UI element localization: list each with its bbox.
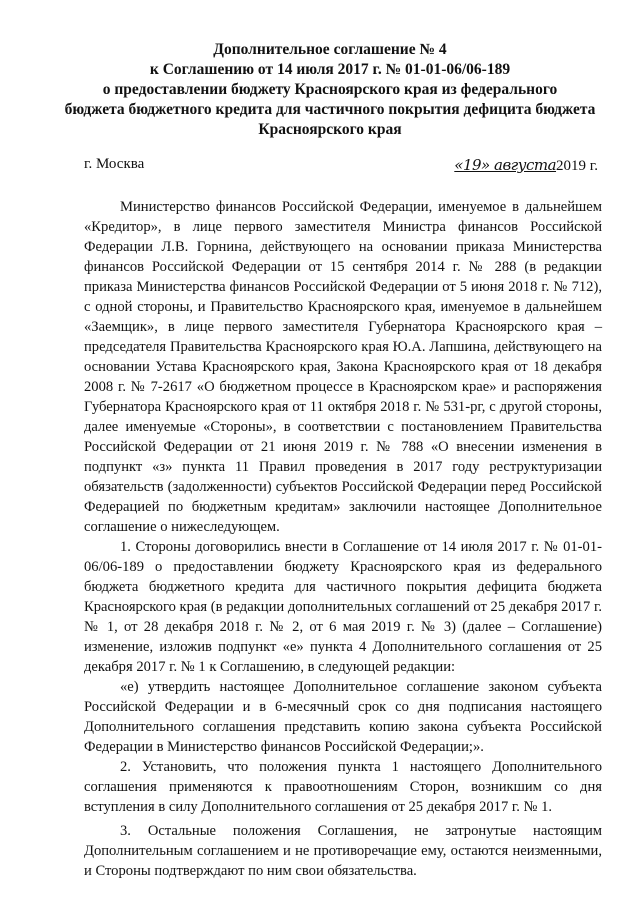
paragraph-quoted-subclause: «е) утвердить настоящее Дополнительное соглашение законом субъекта Российской Федерации и в 6-месячный срок со дня подписания настоящего Дополнительного соглашения представить копию закона субъекта Российской Федерации в Министерство финансов Российской Федерации;». bbox=[84, 679, 602, 755]
date-year: 2019 г. bbox=[556, 158, 598, 174]
document-title bbox=[60, 40, 600, 140]
signing-place: г. Москва bbox=[84, 156, 145, 172]
paragraph-parties: Министерство финансов Российской Федерации, именуемое в дальнейшем «Кредитор», в лице первого заместителя Министра финансов Российской Федерации Л.В. Горнина, действующего на основании приказа Министерства финансов Российской Федерации от 15 сентября 2014 г. № 288 (в редакции приказа Министерства финансов Российской Федерации от 5 июня 2018 г. № 712), с одной стороны, и Правительство Красноярского края, именуемое в дальнейшем «Заемщик», в лице первого заместителя Губернатора Красноярского края – председателя Правительства Красноярского края Ю.А. Лапшина, действующего на основании Устава Красноярского края, Закона Красноярского края от 18 декабря 2008 г. № 7-2617 «О бюджетном процессе в Красноярском крае» и распоряжения Губернатора Красноярского края от 11 октября 2018 г. № 531-рг, с другой стороны, далее именуемые «Стороны», в соответствии с постановлением Правительства Российской Федерации от 21 июня 2019 г. № 788 «О внесении изменения в подпункт «з» пункта 11 Правил проведения в 2017 году реструктуризации обязательств (задолженности) субъектов Российской Федерации перед Российской Федерацией по бюджетным кредитам» заключили настоящее Дополнительное соглашение о нижеследующем. bbox=[84, 199, 602, 535]
title-line-2: к Соглашению от 14 июля 2017 г. № 01-01-06/06-189 bbox=[149, 61, 511, 78]
agreement-body bbox=[84, 197, 602, 881]
handwritten-date: «19» августа bbox=[454, 156, 557, 174]
title-line-4: бюджета бюджетного кредита для частичного покрытия дефицита бюджета bbox=[64, 101, 596, 118]
title-line-5: Красноярского края bbox=[258, 121, 402, 138]
paragraph-clause-3: 3. Остальные положения Соглашения, не затронутые настоящим Дополнительным соглашением и не противоречащие ему, остаются неизменными, и Стороны подтверждают по ним свои обязательства. bbox=[84, 823, 602, 879]
title-line-1: Дополнительное соглашение № 4 bbox=[213, 41, 447, 58]
paragraph-clause-2: 2. Установить, что положения пункта 1 настоящего Дополнительного соглашения применяются к правоотношениям Сторон, возникшим со дня вступления в силу Дополнительного соглашения от 25 декабря 2017 г. № 1. bbox=[84, 759, 602, 815]
signing-date bbox=[454, 156, 598, 175]
paragraph-clause-1: 1. Стороны договорились внести в Соглашение от 14 июля 2017 г. № 01-01-06/06-189 о предоставлении бюджету Красноярского края из федерального бюджета бюджетного кредита для частичного покрытия дефицита бюджета Красноярского края (в редакции дополнительных соглашений от 25 декабря 2017 г. № 1, от 28 декабря 2018 г. № 2, от 6 мая 2019 г. № 3) (далее – Соглашение) изменение, изложив подпункт «е» пункта 4 Дополнительного соглашения от 25 декабря 2017 г. № 1 к Соглашению, в следующей редакции: bbox=[84, 539, 602, 675]
title-line-3: о предоставлении бюджету Красноярского края из федерального bbox=[102, 81, 558, 98]
